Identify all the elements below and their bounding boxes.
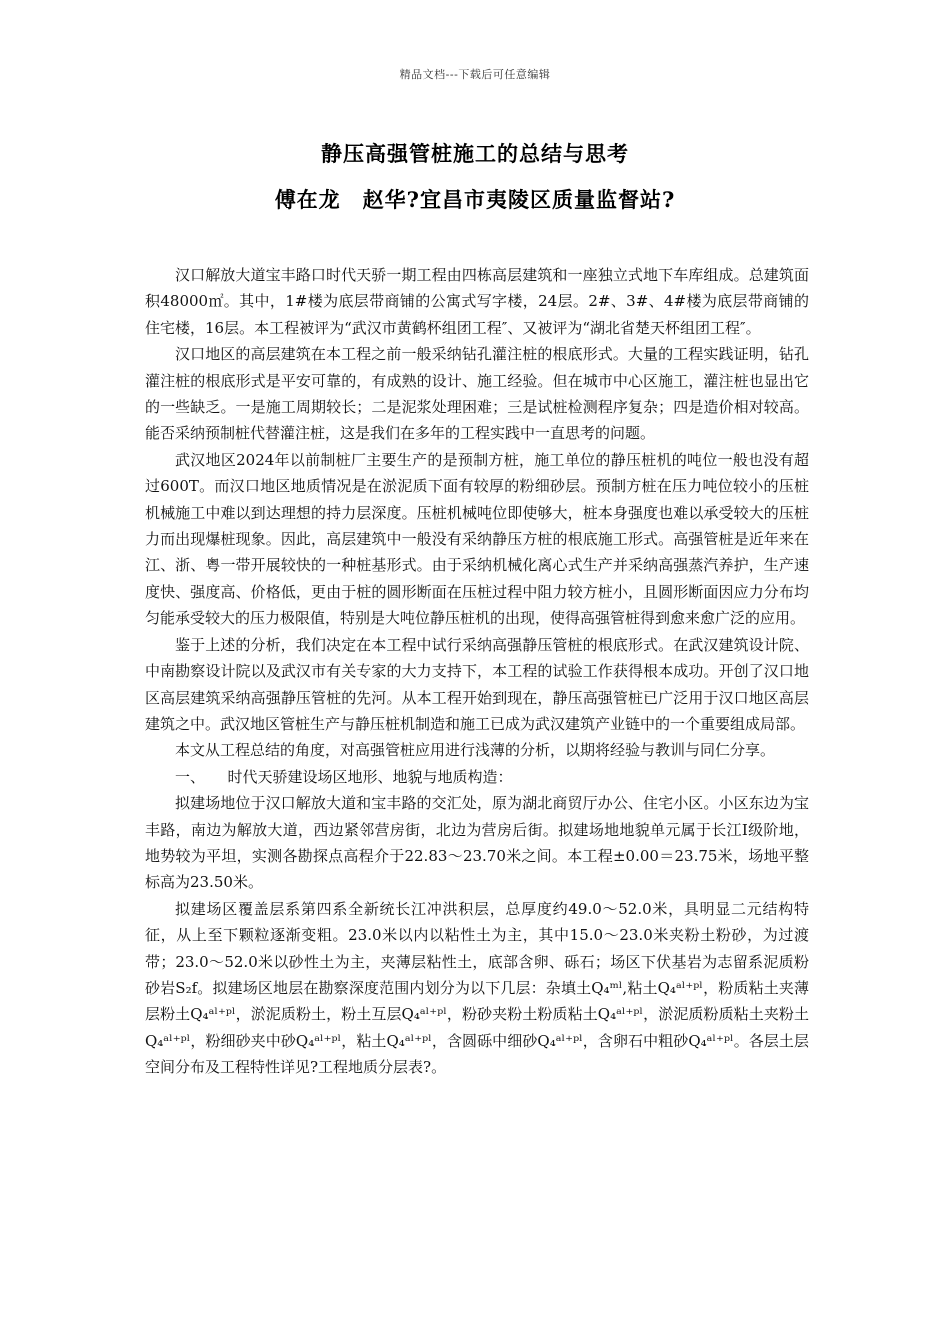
document-authors: 傅在龙 赵华?宜昌市夷陵区质量监督站? xyxy=(274,187,676,212)
paragraph-4: 鉴于上述的分析，我们决定在本工程中试行采纳高强静压管桩的根底形式。在武汉建筑设计院、中南勘察设计院以及武汉市有关专家的大力支持下，本工程的试验工作获得根本成功。开创了汉口地区高层建筑采纳高强静压管桩的先河。从本工程开始到现在，静压高强管桩已广泛用于汉口地区高层建筑之中。武汉地区管桩生产与静压桩机制造和施工已成为武汉建筑产业链中的一个重要组成局部。 xyxy=(145,635,809,733)
paragraph-7: 拟建场区覆盖层系第四系全新统长江冲洪积层，总厚度约49.0～52.0米，具明显二元结构特征，从上至下颗粒逐渐变粗。23.0米以内以粘性土为主，其中15.0～23.0米夹粉土粉砂，为过渡带；23.0～52.0米以砂性土为主，夹薄层粘性土，底部含卵、砾石；场区下伏基岩为志留系泥质粉砂岩S₂f。拟建场区地层在勘察深度范围内划分为以下几层：杂填土Q₄ᵐˡ,粘土Q₄ᵃˡ⁺ᵖˡ，粉质粘土夹薄层粉土Q₄ᵃˡ⁺ᵖˡ，淤泥质粉土，粉土互层Q₄ᵃˡ⁺ᵖˡ，粉砂夹粉土粉质粘土Q₄ᵃˡ⁺ᵖˡ，淤泥质粉质粘土夹粉土Q₄ᵃˡ⁺ᵖˡ，粉细砂夹中砂Q₄ᵃˡ⁺ᵖˡ，粘土Q₄ᵃˡ⁺ᵖˡ，含圆砾中细砂Q₄ᵃˡ⁺ᵖˡ，含卵石中粗砂Q₄ᵃˡ⁺ᵖˡ。各层土层空间分布及工程特性详见?工程地质分层表?。 xyxy=(145,899,809,1077)
paragraph-1: 汉口解放大道宝丰路口时代天骄一期工程由四栋高层建筑和一座独立式地下车库组成。总建筑面积48000㎡。其中，1#楼为底层带商铺的公寓式写字楼，24层。2#、3#、4#楼为底层带商铺的住宅楼，16层。本工程被评为“武汉市黄鹤杯组团工程″、又被评为“湖北省楚天杯组团工程″。 xyxy=(145,266,809,337)
paragraph-6: 拟建场地位于汉口解放大道和宝丰路的交汇处，原为湖北商贸厅办公、住宅小区。小区东边为宝丰路，南边为解放大道，西边紧邻营房街，北边为营房后街。拟建场地地貌单元属于长江Ⅰ级阶地，地势较为平坦，实测各勘探点高程介于22.83～23.70米之间。本工程±0.00＝23.75米，场地平整标高为23.50米。 xyxy=(145,794,809,892)
document-body xyxy=(145,262,809,1081)
page-header: 精品文档---下载后可任意编辑 xyxy=(399,68,551,81)
document-title: 静压高强管桩施工的总结与思考 xyxy=(321,141,629,166)
paragraph-3: 武汉地区2024年以前制桩厂主要生产的是预制方桩，施工单位的静压桩机的吨位一般也没有超过600T。而汉口地区地质情况是在淤泥质下面有较厚的粉细砂层。预制方桩在压力吨位较小的压桩机械施工中难以到达理想的持力层深度。压桩机械吨位即使够大，桩本身强度也难以承受较大的压桩力而出现爆桩现象。因此，高层建筑中一般没有采纳静压方桩的根底施工形式。高强管桩是近年来在江、浙、粤一带开展较快的一种桩基形式。由于采纳机械化离心式生产并采纳高强蒸汽养护，生产速度快、强度高、价格低，更由于桩的圆形断面在压桩过程中阻力较方桩小，且圆形断面因应力分布均匀能承受较大的压力极限值，特别是大吨位静压桩机的出现，使得高强管桩得到愈来愈广泛的应用。 xyxy=(145,450,809,628)
paragraph-2: 汉口地区的高层建筑在本工程之前一般采纳钻孔灌注桩的根底形式。大量的工程实践证明，钻孔灌注桩的根底形式是平安可靠的，有成熟的设计、施工经验。但在城市中心区施工，灌注桩也显出它的一些缺乏。一是施工周期较长；二是泥浆处理困难；三是试桩检测程序复杂；四是造价相对较高。能否采纳预制桩代替灌注桩，这是我们在多年的工程实践中一直思考的问题。 xyxy=(145,345,809,443)
section-heading-1: 一、 时代天骄建设场区地形、地貌与地质构造： xyxy=(175,767,513,786)
paragraph-5: 本文从工程总结的角度，对高强管桩应用进行浅薄的分析，以期将经验与教训与同仁分享。 xyxy=(175,741,776,760)
